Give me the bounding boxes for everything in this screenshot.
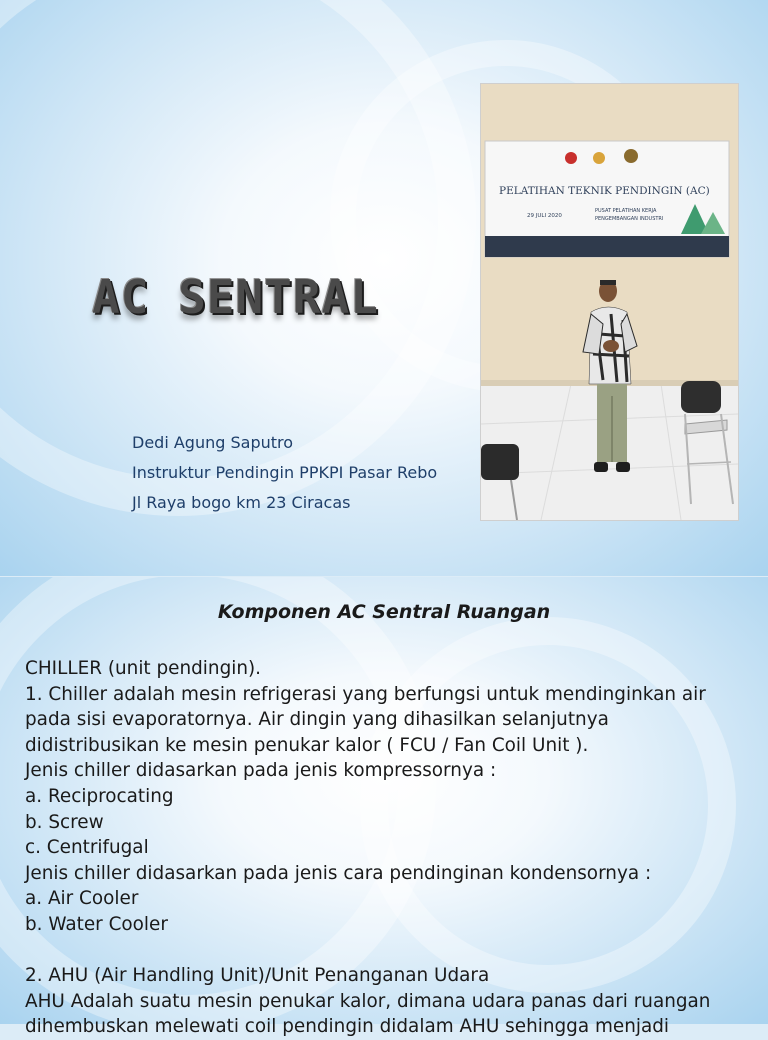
banner-place-1: PUSAT PELATIHAN KERJA [595,208,657,214]
content-body [25,656,765,1040]
logo-icon [565,152,577,164]
presenter-photo [480,83,739,521]
author-name: Dedi Agung Saputro [132,433,294,452]
slide-title: AC SENTRAL [92,270,379,324]
body-line: didistribusikan ke mesin penukar kalor ( FCU / Fan Coil Unit ). [25,734,589,756]
author-role: Instruktur Pendingin PPKPI Pasar Rebo [132,463,438,482]
logo-icon [624,149,638,163]
body-line: 2. AHU (Air Handling Unit)/Unit Penanganan Udara [25,965,490,987]
logo-icon [593,152,605,164]
body-line: a. Air Cooler [25,888,139,910]
author-address: Jl Raya bogo km 23 Ciracas [132,493,351,512]
author-block [132,428,437,518]
body-line: b. Water Cooler [25,913,168,935]
body-line: pada sisi evaporatornya. Air dingin yang dihasilkan selanjutnya [25,709,609,731]
body-line: 1. Chiller adalah mesin refrigerasi yang berfungsi untuk mendinginkan air [25,683,706,705]
content-title: Komponen AC Sentral Ruangan [217,601,551,623]
body-line: dihembuskan melewati coil pendingin didalam AHU sehingga menjadi [25,1016,670,1038]
banner-title: PELATIHAN TEKNIK PENDINGIN (AC) [499,185,710,197]
banner-place-2: PENGEMBANGAN INDUSTRI [595,216,664,222]
body-line: AHU Adalah suatu mesin penukar kalor, dimana udara panas dari ruangan [25,990,711,1012]
paragraph-spacer [25,938,765,964]
body-line: b. Screw [25,811,104,833]
body-line: Jenis chiller didasarkan pada jenis cara pendinginan kondensornya : [25,862,652,884]
banner-date: 29 JULI 2020 [527,213,562,219]
body-line: a. Reciprocating [25,785,174,807]
body-line: c. Centrifugal [25,837,149,859]
body-line: CHILLER (unit pendingin). [25,658,262,679]
body-line: Jenis chiller didasarkan pada jenis kompressornya : [25,760,497,782]
